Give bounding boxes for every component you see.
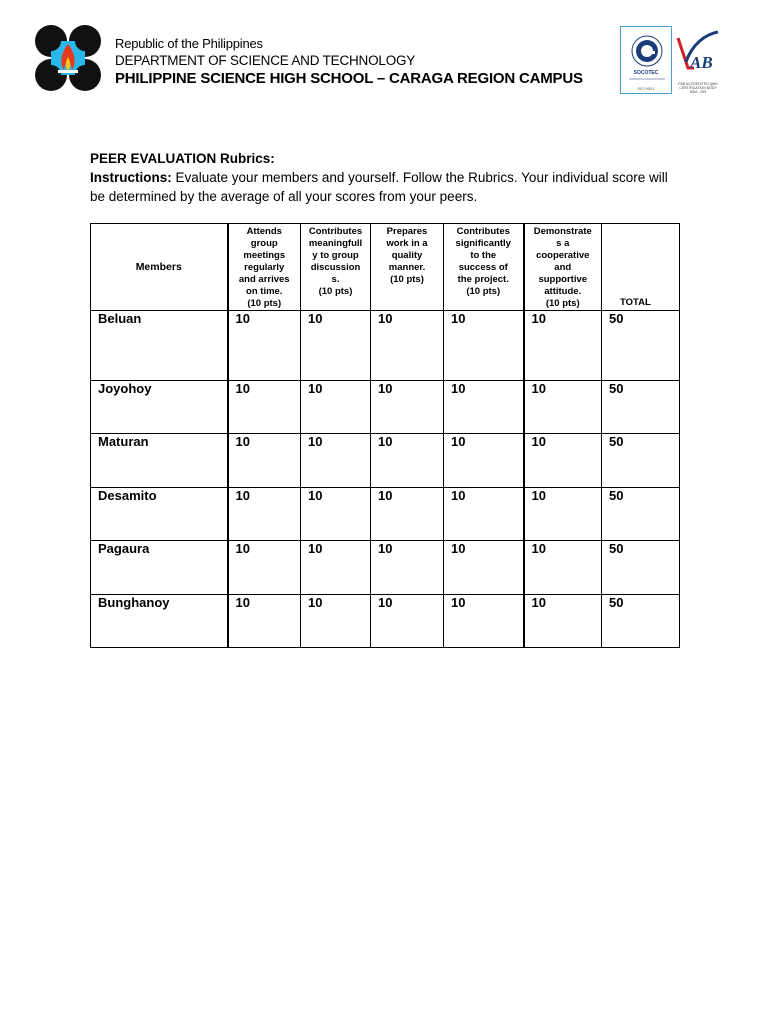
score-cell: 10 [524, 541, 602, 595]
total-cell: 50 [602, 311, 680, 381]
header-demonstrates-attitude: Demonstrate s a cooperative and supportive attitude. (10 pts) [524, 224, 602, 311]
score-cell: 10 [444, 541, 524, 595]
score-cell: 10 [444, 488, 524, 541]
header-prepares-work: Prepares work in a quality manner. (10 pts) [371, 224, 444, 311]
header-contributes-meaningfully: Contributes meaningfull y to group discussion s. (10 pts) [301, 224, 371, 311]
score-cell: 10 [524, 595, 602, 648]
header-attends: Attends group meetings regularly and arrives on time. (10 pts) [228, 224, 301, 311]
socotec-label: SOCOTEC [633, 70, 659, 76]
score-cell: 10 [301, 541, 371, 595]
score-cell: 10 [524, 311, 602, 381]
score-cell: 10 [301, 595, 371, 648]
score-cell: 10 [228, 541, 301, 595]
republic-text: Republic of the Philippines [115, 36, 263, 51]
pab-caption: PAB ACCREDITED QMS CERTIFICATION BODY MSA - 005 [678, 82, 718, 94]
score-cell: 10 [371, 311, 444, 381]
score-cell: 10 [371, 595, 444, 648]
member-name: Desamito [91, 488, 228, 541]
score-cell: 10 [301, 434, 371, 488]
svg-text:AB: AB [690, 53, 713, 72]
score-cell: 10 [371, 381, 444, 434]
score-cell: 10 [228, 488, 301, 541]
score-cell: 10 [524, 434, 602, 488]
department-text: DEPARTMENT OF SCIENCE AND TECHNOLOGY [115, 53, 416, 68]
table-header-row [91, 224, 680, 311]
score-cell: 10 [301, 488, 371, 541]
total-cell: 50 [602, 595, 680, 648]
table-row [91, 595, 680, 648]
score-cell: 10 [444, 381, 524, 434]
header-total: TOTAL [602, 224, 680, 311]
peer-evaluation-table [90, 223, 680, 648]
total-cell: 50 [602, 381, 680, 434]
score-cell: 10 [228, 311, 301, 381]
socotec-certification-badge [620, 26, 672, 94]
table-row [91, 381, 680, 434]
socotec-seal-icon [621, 27, 673, 95]
score-cell: 10 [301, 311, 371, 381]
instructions-label: Instructions: [90, 170, 172, 185]
header-members: Members [91, 224, 228, 311]
total-cell: 50 [602, 488, 680, 541]
instructions [90, 168, 680, 206]
total-cell: 50 [602, 434, 680, 488]
page-title: PEER EVALUATION Rubrics: [90, 151, 275, 166]
member-name: Bunghanoy [91, 595, 228, 648]
intro-section [90, 149, 680, 206]
score-cell: 10 [228, 595, 301, 648]
pshs-logo-icon [34, 24, 102, 92]
score-cell: 10 [444, 595, 524, 648]
table-row [91, 488, 680, 541]
instructions-text: Evaluate your members and yourself. Follow the Rubrics. Your individual score will be determined by the average of all your scores from your peers. [90, 170, 668, 204]
member-name: Maturan [91, 434, 228, 488]
letterhead [115, 36, 583, 89]
score-cell: 10 [524, 488, 602, 541]
score-cell: 10 [371, 434, 444, 488]
iso-label: ISO 9001 [637, 86, 655, 91]
score-cell: 10 [301, 381, 371, 434]
member-name: Pagaura [91, 541, 228, 595]
score-cell: 10 [228, 434, 301, 488]
school-name: PHILIPPINE SCIENCE HIGH SCHOOL – CARAGA REGION CAMPUS [115, 70, 583, 87]
score-cell: 10 [228, 381, 301, 434]
table-row [91, 311, 680, 381]
table-row [91, 434, 680, 488]
member-name: Beluan [91, 311, 228, 381]
score-cell: 10 [444, 434, 524, 488]
header-contributes-significantly: Contributes significantly to the success of the project. (10 pts) [444, 224, 524, 311]
score-cell: 10 [371, 541, 444, 595]
member-name: Joyohoy [91, 381, 228, 434]
score-cell: 10 [444, 311, 524, 381]
score-cell: 10 [524, 381, 602, 434]
table-row [91, 541, 680, 595]
total-cell: 50 [602, 541, 680, 595]
score-cell: 10 [371, 488, 444, 541]
